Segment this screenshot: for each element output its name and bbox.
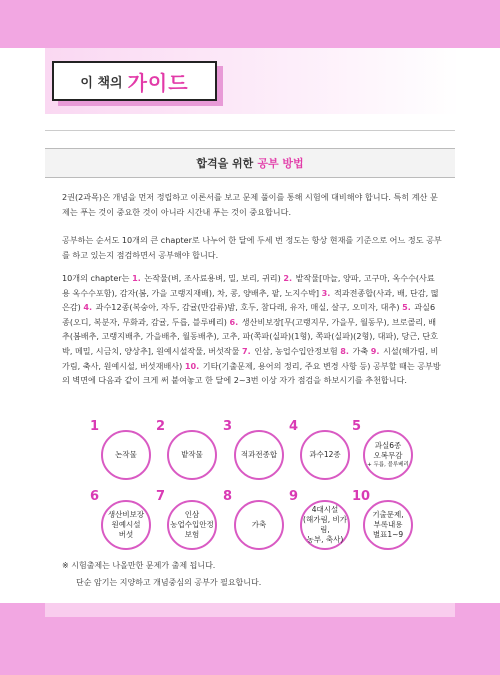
chapter-circle-number: 2: [156, 419, 166, 434]
chapter-text-inline: 적과전종합(사과, 배, 단감, 떫은감): [62, 287, 439, 313]
chapter-text-inline: 과실6종(오디, 복분자, 무화과, 감귤, 두릅, 블루베리): [62, 302, 436, 327]
section-heading: [45, 148, 455, 178]
chapter-text-inline: 인삼, 농업수입안정보험: [254, 345, 338, 356]
chapter-circle-label: 버섯: [118, 530, 134, 539]
chapter-circle-item: [223, 490, 283, 556]
chapter-text-inline: 기타(기출문제, 용어의 정리, 주요 변경 사항 등): [202, 360, 371, 371]
chapter-circle-label: 별표1~9: [372, 530, 404, 539]
chapter-text-inline: 과수12종(복숭아, 자두, 감귤(만감류)밤, 호두, 참다래, 유자, 매실, 살구, 오미자, 대추): [95, 302, 400, 313]
chapter-circle-label: 과수12종: [309, 450, 341, 459]
chapter-circle-label: 농부, 축사): [306, 535, 344, 544]
chapter-circle-number: 8: [223, 489, 233, 504]
top-decoration-band: [0, 0, 500, 48]
chapter-text-inline: 논작물(벼, 조사료용벼, 밀, 보리, 귀리): [144, 273, 281, 283]
chapter-circle-item: [289, 490, 349, 556]
paragraph-intro: 2권(2과목)은 개념을 먼저 정립하고 이론서를 보고 문제 풀이를 통해 시험에 대비해야 합니다. 특히 계산 문제는 푸는 것이 중요한 것이 아니라 시간내 푸는 것이 중요합니다.: [62, 192, 438, 217]
chapter-circle-item: [352, 490, 412, 556]
section-heading-highlight: 공부 방법: [257, 157, 304, 170]
chapter-text-inline: 시설(해가림, 비가림, 축사, 원예시설, 버섯재배사): [62, 345, 439, 371]
chapter-circle-label: 밭작물: [181, 450, 203, 459]
chapter-number-inline: 10.: [184, 360, 200, 371]
chapter-circle-item: [156, 420, 216, 486]
chapter-circle-number: 5: [352, 419, 362, 434]
chapter-number-inline: 6.: [229, 316, 239, 327]
chapter-circle-item: [223, 420, 283, 486]
page-title-main: 가이드: [127, 70, 189, 95]
chapter-circle-item: [352, 420, 412, 486]
chapter-circle-label: 기출문제,: [372, 510, 404, 519]
chapter-circle-item: [289, 420, 349, 486]
chapter-circle-label: 적과전종합: [240, 450, 278, 459]
chapter-circle: [234, 500, 284, 550]
chapter-number-inline: 9.: [370, 345, 380, 356]
chapter-number-inline: 3.: [321, 287, 331, 298]
chapter-number-inline: 2.: [283, 273, 293, 283]
chapter-text-inline: 생산비보장[무(고랭지무, 가을무, 월동무), 브로콜리, 배추(봄배추, 고랭지배추, 가을배추, 월동배추), 고추, 파(쪽파(실파)(1형), 쪽파(실파)(2형), 대파), 당근, 단호박, 메밀, 시금치, 양상추], 원예시설작물, 버섯작물: [62, 316, 438, 356]
chapter-number-inline: 5.: [402, 302, 411, 313]
header-divider: [45, 130, 455, 131]
bottom-inner-band: [45, 603, 455, 617]
chapter-list-inline: [62, 273, 439, 371]
note-exam-tip: ※ 시험출제는 나올만한 문제가 출제 됩니다.: [62, 561, 216, 570]
chapter-text-inline: 밭작물[마늘, 양파, 고구마, 옥수수(사료용 옥수수포함), 감자(봄, 가을 고랭지재배), 차, 콩, 양배추, 팥, 노지수박]: [62, 273, 435, 298]
chapter-number-inline: 4.: [83, 302, 93, 313]
chapters-outro: 공부할 때는 공부방의 벽면에 다음과 같이 크게 써 붙여놓고 한 달에 2~3번 이상 자가 점검을 하보시기를 추천합니다.: [62, 360, 441, 386]
section-heading-text: 합격을 위한: [196, 157, 254, 170]
chapter-circle: [101, 500, 151, 550]
chapter-circle-number: 7: [156, 489, 166, 504]
note-study-tip: 단순 암기는 지양하고 개념중심의 공부가 필요합니다.: [76, 578, 262, 587]
chapter-circle-label: 가축: [251, 520, 267, 529]
chapter-circle: [300, 500, 350, 550]
chapter-text-inline: 가축: [352, 345, 369, 356]
chapter-circle-label: 4대시설: [311, 505, 339, 514]
chapters-intro: 10개의 chapter는: [62, 273, 130, 283]
chapter-circle-item: [156, 490, 216, 556]
chapter-circle-label: + 두릅, 블루베리: [367, 462, 409, 468]
page-title-prefix: 이 책의: [80, 75, 123, 91]
chapter-circle-label: 농업수입안정: [170, 520, 214, 529]
chapter-circle-item: [90, 420, 150, 486]
page-title: [52, 61, 217, 101]
chapter-number-inline: 8.: [340, 345, 349, 356]
chapter-circle-label: 보험: [184, 530, 200, 539]
chapter-circle-label: 과실6종: [374, 441, 402, 450]
chapter-circle-label: 인삼: [184, 510, 200, 519]
chapter-number-inline: 7.: [242, 345, 251, 356]
chapter-circle: [234, 430, 284, 480]
chapter-circle-item: [90, 490, 150, 556]
chapter-circle: [363, 500, 413, 550]
chapter-circle: [363, 430, 413, 480]
chapter-circle-label: 원예시설: [111, 520, 141, 529]
paragraph-study-order: 공부하는 순서도 10개의 큰 chapter로 나누어 한 달에 두세 번 정도는 항상 현재를 기준으로 어느 정도 공부를 하고 있는지 점검하면서 공부해야 합니다.: [62, 235, 442, 260]
chapter-circle-label: 오복무감: [373, 451, 403, 460]
chapter-circle: [167, 500, 217, 550]
chapter-circle-number: 4: [289, 419, 299, 434]
chapter-circle-label: 생산비보장: [107, 510, 145, 519]
chapter-circle: [300, 430, 350, 480]
chapter-circle-label: (해가림, 비가림,: [303, 515, 347, 534]
chapter-number-inline: 1.: [132, 273, 141, 283]
chapter-circle-label: 부록내용: [373, 520, 403, 529]
paragraph-chapters: [62, 271, 442, 388]
chapter-circle: [167, 430, 217, 480]
chapter-circle-number: 9: [289, 489, 299, 504]
chapter-circle: [101, 430, 151, 480]
chapter-circle-number: 1: [90, 419, 100, 434]
chapter-circle-number: 6: [90, 489, 100, 504]
chapter-circle-number: 3: [223, 419, 233, 434]
chapter-circle-number: 10: [352, 489, 371, 504]
chapter-circle-label: 논작물: [115, 450, 137, 459]
